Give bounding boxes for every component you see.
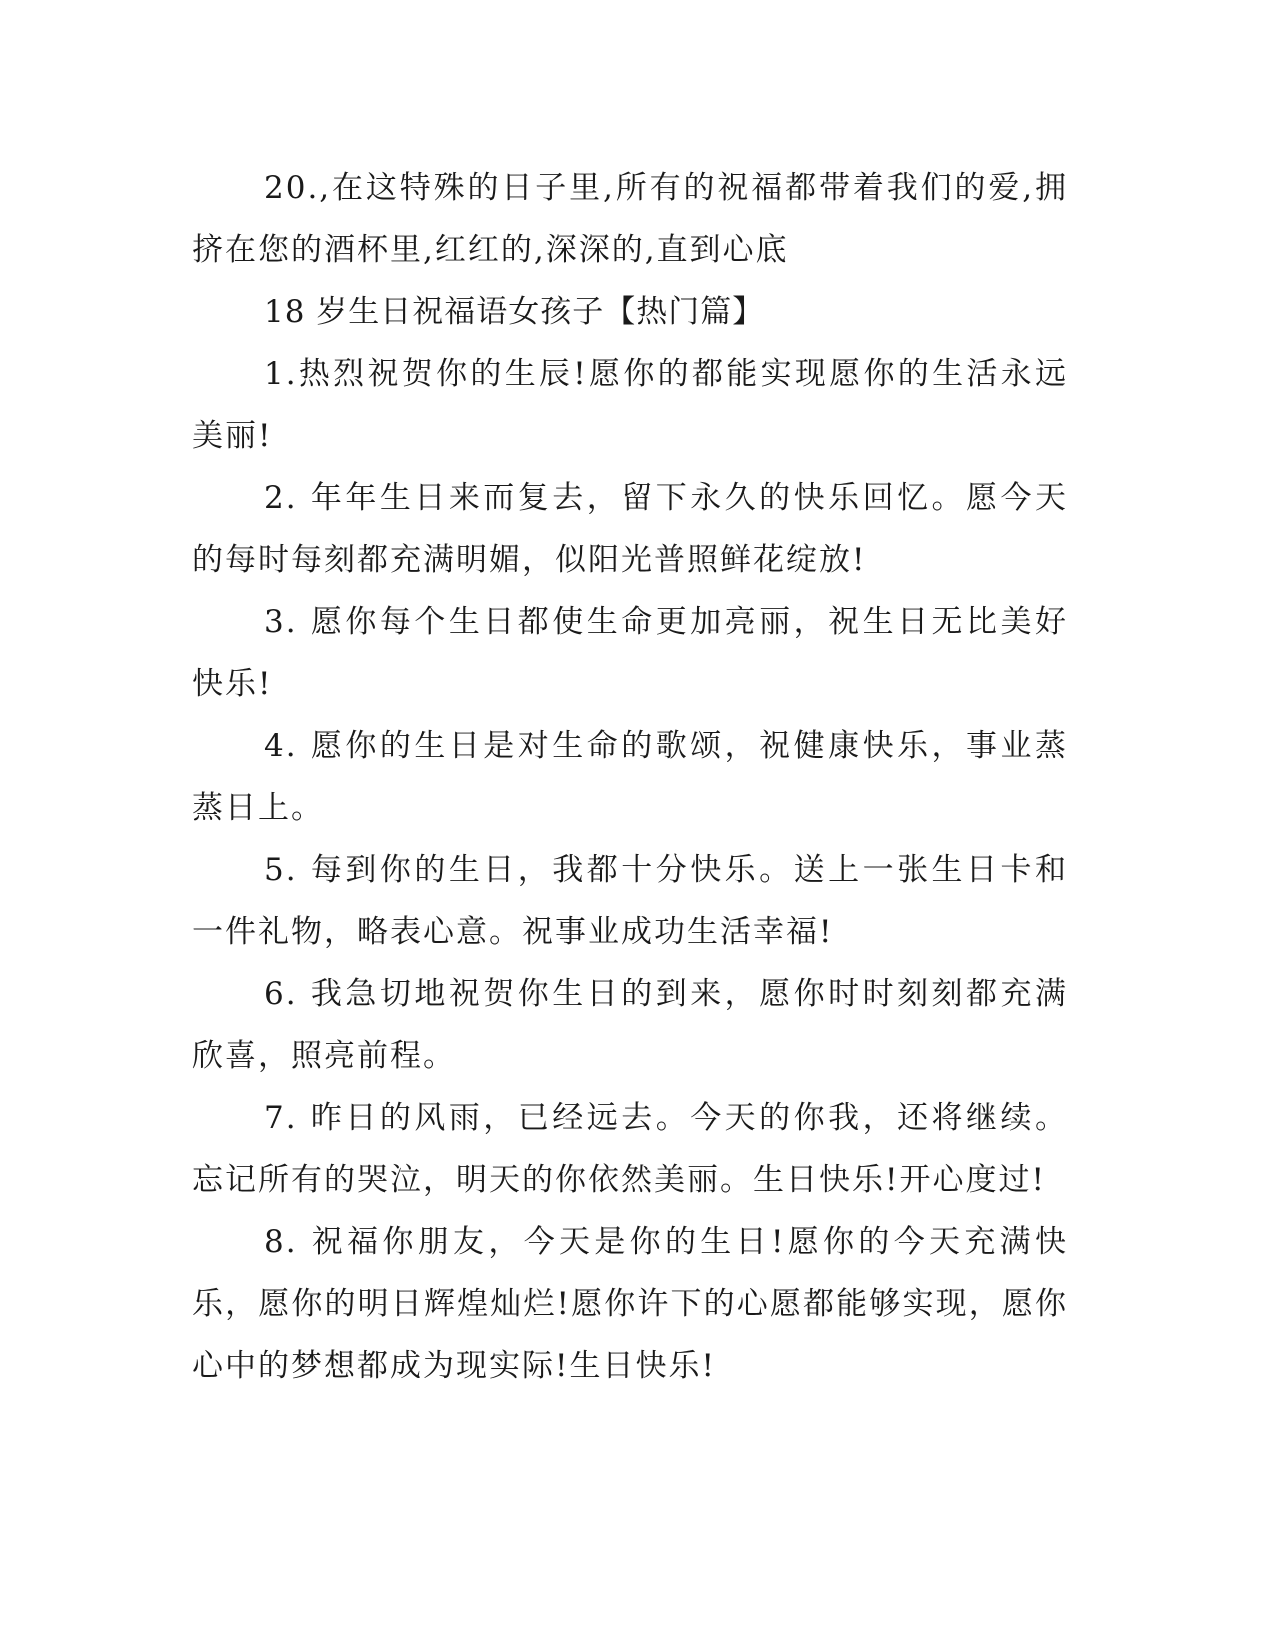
- paragraph-5: 5. 每到你的生日，我都十分快乐。送上一张生日卡和一件礼物，略表心意。祝事业成功生活幸福!: [192, 852, 1068, 950]
- paragraph-7: 7. 昨日的风雨，已经远去。今天的你我，还将继续。忘记所有的哭泣，明天的你依然美丽。生日快乐!开心度过!: [192, 1100, 1068, 1198]
- paragraph-1: 1.热烈祝贺你的生辰!愿你的都能实现愿你的生活永远美丽!: [192, 356, 1068, 454]
- document-body: [192, 157, 1068, 1397]
- paragraph-4: 4. 愿你的生日是对生命的歌颂，祝健康快乐，事业蒸蒸日上。: [192, 728, 1068, 826]
- paragraph-8: 8. 祝福你朋友，今天是你的生日!愿你的今天充满快乐，愿你的明日辉煌灿烂!愿你许下的心愿都能够实现，愿你心中的梦想都成为现实际!生日快乐!: [192, 1224, 1068, 1384]
- paragraph-3: 3. 愿你每个生日都使生命更加亮丽，祝生日无比美好快乐!: [192, 604, 1068, 702]
- paragraph-2: 2. 年年生日来而复去，留下永久的快乐回忆。愿今天的每时每刻都充满明媚，似阳光普照鲜花绽放!: [192, 480, 1068, 578]
- paragraph-20: 20.,在这特殊的日子里,所有的祝福都带着我们的爱,拥挤在您的酒杯里,红红的,深深的,直到心底: [192, 170, 1068, 268]
- section-heading: 18 岁生日祝福语女孩子【热门篇】: [264, 294, 765, 330]
- paragraph-6: 6. 我急切地祝贺你生日的到来，愿你时时刻刻都充满欣喜，照亮前程。: [192, 976, 1068, 1074]
